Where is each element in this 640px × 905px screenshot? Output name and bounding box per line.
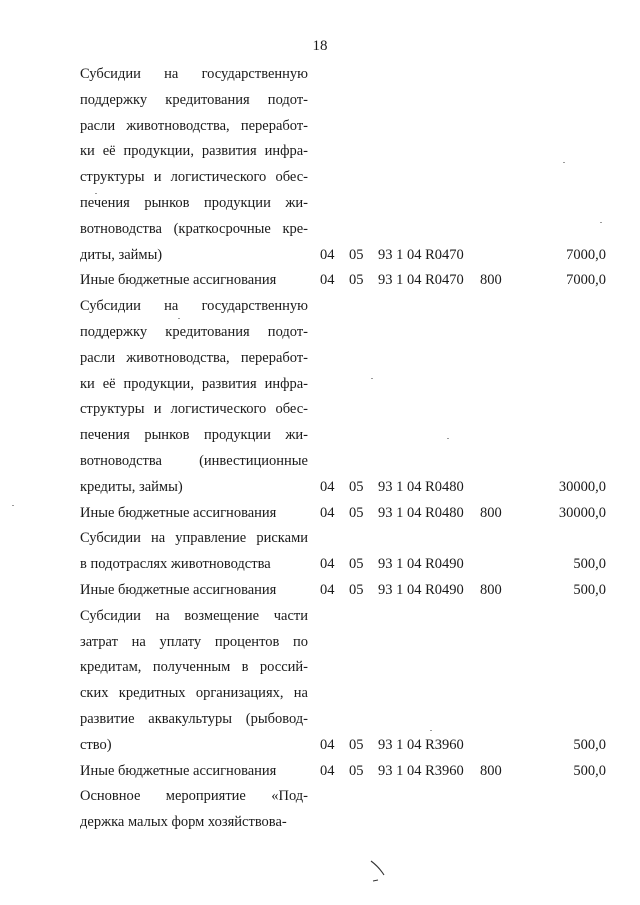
table-row <box>0 294 640 500</box>
scan-speck <box>95 193 97 194</box>
amount: 30000,0 <box>558 504 606 521</box>
target-article-code: 93 1 04 R3960 <box>378 762 464 779</box>
item-name-line: ки её продукции, развития инфра- <box>80 143 308 160</box>
expense-type-code: 800 <box>480 504 502 521</box>
item-name <box>80 294 308 500</box>
budget-table <box>0 62 640 836</box>
item-name-line: кредиты, займы) <box>80 478 183 495</box>
item-name-line: кредитам, полученным в россий- <box>80 659 308 676</box>
scan-speck <box>447 438 449 439</box>
item-name-line: ских кредитных организациях, на <box>80 685 308 702</box>
item-name-line: держка малых форм хозяйствова- <box>80 814 287 831</box>
amount: 7000,0 <box>566 272 606 289</box>
item-name-line: расли животноводства, переработ- <box>80 349 308 366</box>
amount: 30000,0 <box>558 478 606 495</box>
item-name-line: вотноводства (краткосрочные кре- <box>80 220 308 237</box>
amount: 500,0 <box>573 736 606 753</box>
item-name-line: ство) <box>80 736 112 753</box>
target-article-code: 93 1 04 R0490 <box>378 556 464 573</box>
item-name-line: поддержку кредитования подот- <box>80 91 308 108</box>
section-code: 04 <box>320 504 335 521</box>
item-name-line: в подотраслях животноводства <box>80 556 271 573</box>
code-columns <box>0 243 640 269</box>
item-name-line: Иные бюджетные ассигнования <box>80 272 277 289</box>
scan-speck <box>178 318 180 319</box>
item-name-line: расли животноводства, переработ- <box>80 117 308 134</box>
section-code: 04 <box>320 272 335 289</box>
item-name-line: поддержку кредитования подот- <box>80 323 308 340</box>
amount: 500,0 <box>573 581 606 598</box>
target-article-code: 93 1 04 R0490 <box>378 581 464 598</box>
scan-speck <box>600 222 602 223</box>
code-columns <box>0 733 640 759</box>
table-row <box>0 604 640 759</box>
subsection-code: 05 <box>349 736 364 753</box>
item-name-line: диты, займы) <box>80 246 163 263</box>
table-row <box>0 784 640 836</box>
item-name-line: структуры и логистического обес- <box>80 169 308 186</box>
item-name-line: ки её продукции, развития инфра- <box>80 375 308 392</box>
target-article-code: 93 1 04 R0480 <box>378 504 464 521</box>
target-article-code: 93 1 04 R0480 <box>378 478 464 495</box>
section-code: 04 <box>320 736 335 753</box>
section-code: 04 <box>320 762 335 779</box>
item-name-line: Субсидии на государственную <box>80 298 308 315</box>
item-name-line: развитие аквакультуры (рыбовод- <box>80 710 308 727</box>
code-columns <box>0 810 640 836</box>
expense-type-code: 800 <box>480 272 502 289</box>
subsection-code: 05 <box>349 762 364 779</box>
item-name-line: Субсидии на возмещение части <box>80 607 308 624</box>
amount: 500,0 <box>573 556 606 573</box>
item-name-line: затрат на уплату процентов по <box>80 633 308 650</box>
table-row <box>0 526 640 578</box>
table-row <box>0 62 640 268</box>
table-row <box>0 578 640 604</box>
item-name-line: структуры и логистического обес- <box>80 401 308 418</box>
scan-speck <box>430 730 432 731</box>
code-columns <box>0 268 640 294</box>
section-code: 04 <box>320 581 335 598</box>
amount: 7000,0 <box>566 246 606 263</box>
scan-speck <box>563 162 565 163</box>
item-name <box>80 62 308 268</box>
item-name-line: Субсидии на государственную <box>80 66 308 82</box>
amount: 500,0 <box>573 762 606 779</box>
expense-type-code: 800 <box>480 581 502 598</box>
subsection-code: 05 <box>349 246 364 263</box>
item-name-line: Субсидии на управление рисками <box>80 530 308 547</box>
table-row <box>0 268 640 294</box>
code-columns <box>0 475 640 501</box>
item-name-line: вотноводства (инвестиционные <box>80 452 308 469</box>
item-name-line: печения рынков продукции жи- <box>80 427 308 444</box>
item-name-line: Иные бюджетные ассигнования <box>80 762 277 779</box>
code-columns <box>0 501 640 527</box>
item-name-line: Иные бюджетные ассигнования <box>80 581 277 598</box>
subsection-code: 05 <box>349 556 364 573</box>
item-name-line: печения рынков продукции жи- <box>80 194 308 211</box>
table-row <box>0 759 640 785</box>
item-name-line: Иные бюджетные ассигнования <box>80 504 277 521</box>
code-columns <box>0 759 640 785</box>
scan-speck <box>12 505 14 506</box>
page-number: 18 <box>312 38 328 54</box>
item-name-line: Основное мероприятие «Под- <box>80 788 308 805</box>
code-columns <box>0 552 640 578</box>
scan-speck <box>371 378 373 379</box>
subsection-code: 05 <box>349 478 364 495</box>
subsection-code: 05 <box>349 504 364 521</box>
subsection-code: 05 <box>349 581 364 598</box>
subsection-code: 05 <box>349 272 364 289</box>
section-code: 04 <box>320 478 335 495</box>
section-code: 04 <box>320 556 335 573</box>
code-columns <box>0 578 640 604</box>
expense-type-code: 800 <box>480 762 502 779</box>
section-code: 04 <box>320 246 335 263</box>
scan-mark <box>368 858 392 884</box>
table-row <box>0 501 640 527</box>
target-article-code: 93 1 04 R0470 <box>378 246 464 263</box>
target-article-code: 93 1 04 R0470 <box>378 272 464 289</box>
target-article-code: 93 1 04 R3960 <box>378 736 464 753</box>
